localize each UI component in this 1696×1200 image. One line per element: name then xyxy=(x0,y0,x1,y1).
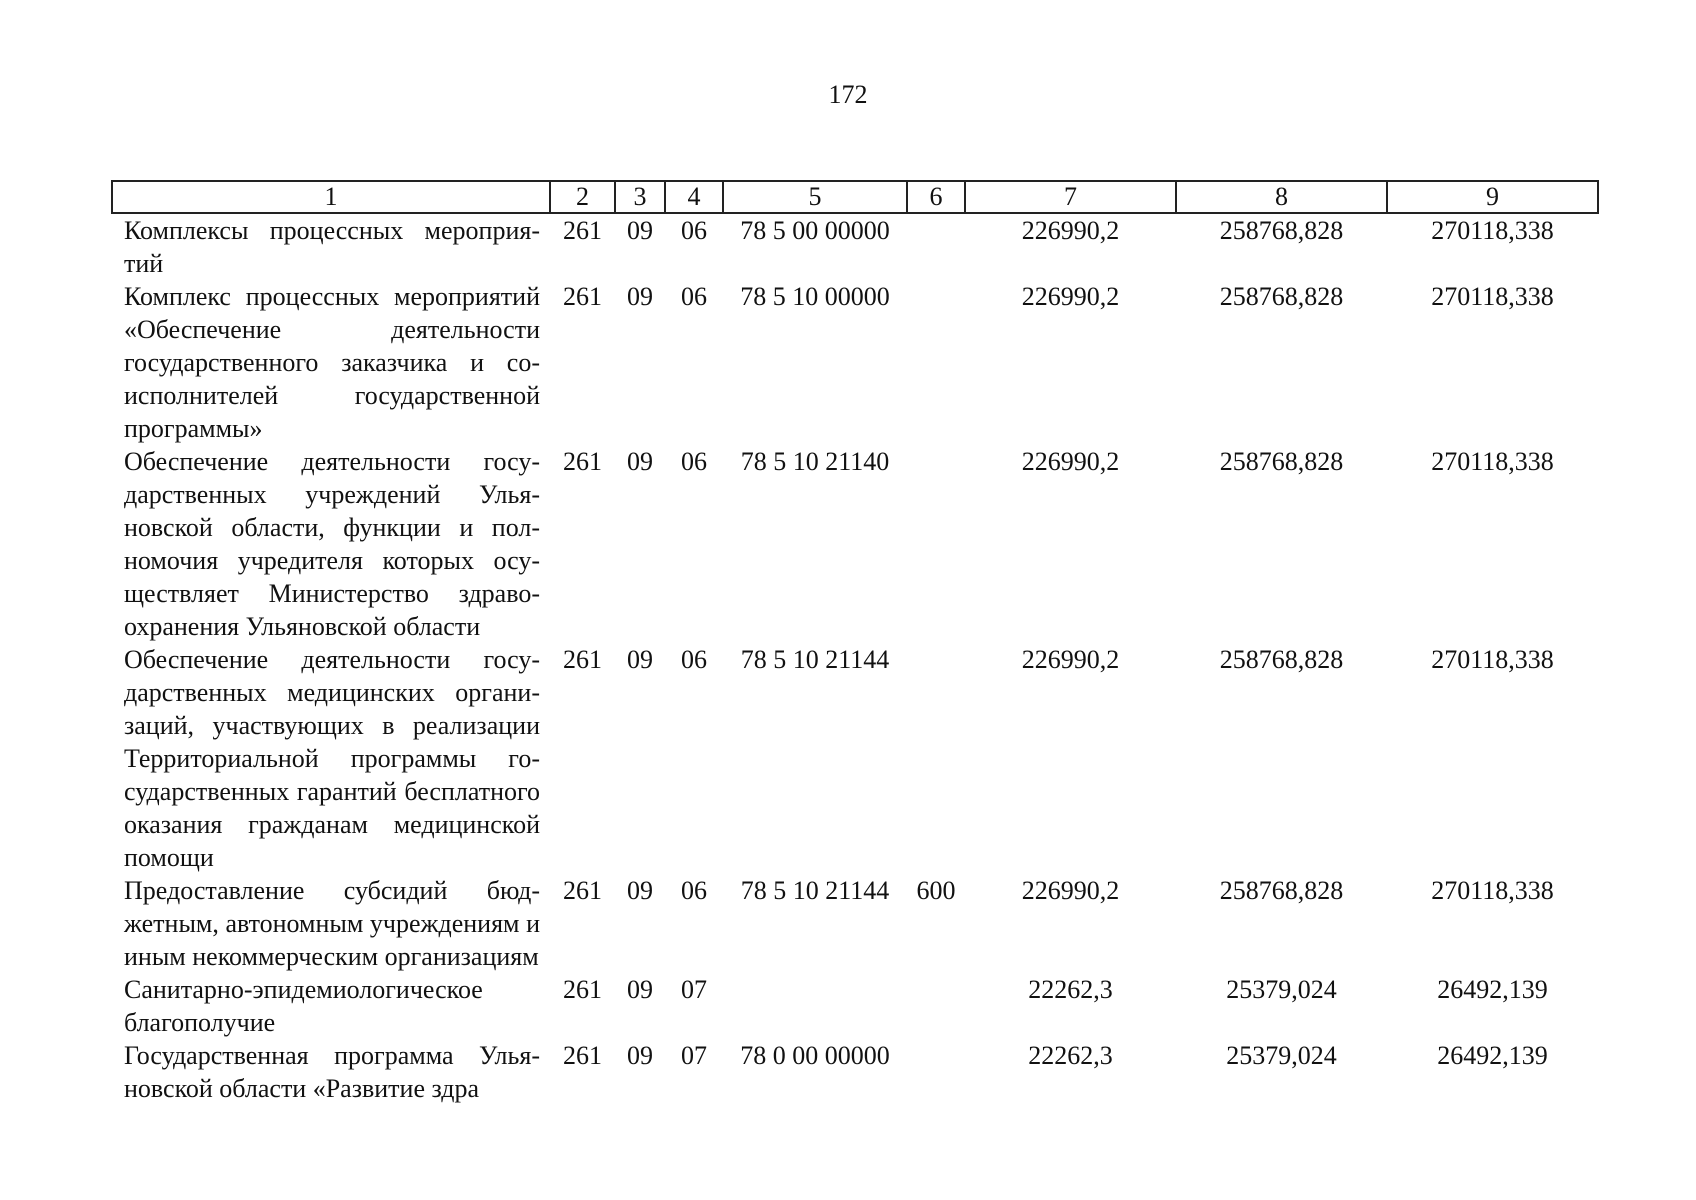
row-col-4: 06 xyxy=(681,645,707,674)
row-name: Санитарно-эпидемиологическое благополучие xyxy=(124,975,483,1037)
row-name: Комплексы процессных мероприятий xyxy=(124,216,540,278)
row-col-3: 09 xyxy=(627,447,653,476)
row-name: Обеспечение деятельности государственных учреждений Ульяновской области, функции и полномочия учредителя которых осуществляет Министерство здравоохранения Ульяновской области xyxy=(124,447,540,641)
table-header-row xyxy=(112,181,1598,213)
row-col-8: 258768,828 xyxy=(1219,447,1344,476)
table-row xyxy=(112,643,1598,874)
column-header-2: 2 xyxy=(550,181,615,213)
row-col-3: 09 xyxy=(627,282,653,311)
row-col-3: 09 xyxy=(627,645,653,674)
row-name: Обеспечение деятельности государственных медицинских организаций, участвующих в реализации Территориальной программы государственных гарантий бесплатного оказания гражданам медицинской помощи xyxy=(124,645,540,872)
column-header-8: 8 xyxy=(1176,181,1387,213)
row-col-9: 270118,338 xyxy=(1431,216,1554,245)
row-col-2: 261 xyxy=(563,975,602,1004)
row-col-2: 261 xyxy=(563,645,602,674)
row-col-8: 258768,828 xyxy=(1219,216,1344,245)
row-col-9: 270118,338 xyxy=(1431,282,1554,311)
row-col-5: 78 5 00 00000 xyxy=(740,216,890,245)
table-row xyxy=(112,973,1598,1039)
row-col-6 xyxy=(907,280,965,445)
row-col-5: 78 0 00 00000 xyxy=(740,1041,890,1070)
row-col-4: 06 xyxy=(681,876,707,905)
row-col-9: 270118,338 xyxy=(1431,876,1554,905)
row-name: Государственная программа Ульяновской области «Развитие здра xyxy=(124,1041,540,1103)
column-header-4: 4 xyxy=(665,181,723,213)
row-col-3: 09 xyxy=(627,1041,653,1070)
table-row xyxy=(112,1039,1598,1105)
column-header-9: 9 xyxy=(1387,181,1598,213)
column-header-1: 1 xyxy=(112,181,550,213)
row-col-7: 22262,3 xyxy=(1028,975,1113,1004)
row-col-6 xyxy=(907,643,965,874)
row-col-8: 258768,828 xyxy=(1219,282,1344,311)
row-name: Предоставление субсидий бюджетным, автономным учреждениям и иным некоммерческим организациям xyxy=(124,876,540,971)
row-name: Комплекс процессных мероприятий «Обеспечение деятельности государственного заказчика и соисполнителей государственной программы» xyxy=(124,282,540,443)
row-col-9: 270118,338 xyxy=(1431,645,1554,674)
table-row xyxy=(112,280,1598,445)
column-header-3: 3 xyxy=(615,181,665,213)
row-col-4: 07 xyxy=(681,1041,707,1070)
row-col-6 xyxy=(907,1039,965,1105)
column-header-5: 5 xyxy=(723,181,907,213)
row-col-7: 226990,2 xyxy=(1021,645,1120,674)
budget-table xyxy=(111,180,1599,1105)
row-col-2: 261 xyxy=(563,216,602,245)
row-col-9: 26492,139 xyxy=(1437,975,1548,1004)
row-col-4: 07 xyxy=(681,975,707,1004)
row-col-5: 78 5 10 21144 xyxy=(740,645,890,674)
row-col-9: 270118,338 xyxy=(1431,447,1554,476)
row-col-5 xyxy=(723,973,907,1039)
row-col-7: 226990,2 xyxy=(1021,876,1120,905)
row-col-4: 06 xyxy=(681,447,707,476)
row-col-3: 09 xyxy=(627,216,653,245)
row-col-6 xyxy=(907,445,965,643)
row-col-2: 261 xyxy=(563,282,602,311)
row-col-3: 09 xyxy=(627,876,653,905)
row-col-6: 600 xyxy=(916,876,956,905)
table-row xyxy=(112,213,1598,280)
row-col-8: 25379,024 xyxy=(1226,1041,1337,1070)
column-header-6: 6 xyxy=(907,181,965,213)
row-col-7: 226990,2 xyxy=(1021,447,1120,476)
row-col-8: 258768,828 xyxy=(1219,876,1344,905)
row-col-7: 226990,2 xyxy=(1021,282,1120,311)
row-col-4: 06 xyxy=(681,216,707,245)
table-row xyxy=(112,445,1598,643)
row-col-7: 226990,2 xyxy=(1021,216,1120,245)
page-number: 172 xyxy=(828,80,868,109)
table-row xyxy=(112,874,1598,973)
row-col-5: 78 5 10 21140 xyxy=(740,447,890,476)
row-col-7: 22262,3 xyxy=(1028,1041,1113,1070)
row-col-4: 06 xyxy=(681,282,707,311)
row-col-8: 25379,024 xyxy=(1226,975,1337,1004)
row-col-8: 258768,828 xyxy=(1219,645,1344,674)
column-header-7: 7 xyxy=(965,181,1176,213)
row-col-3: 09 xyxy=(627,975,653,1004)
row-col-6 xyxy=(907,213,965,280)
row-col-9: 26492,139 xyxy=(1437,1041,1548,1070)
row-col-5: 78 5 10 00000 xyxy=(740,282,890,311)
row-col-2: 261 xyxy=(563,876,602,905)
row-col-2: 261 xyxy=(563,1041,602,1070)
row-col-5: 78 5 10 21144 xyxy=(740,876,890,905)
row-col-6 xyxy=(907,973,965,1039)
row-col-2: 261 xyxy=(563,447,602,476)
